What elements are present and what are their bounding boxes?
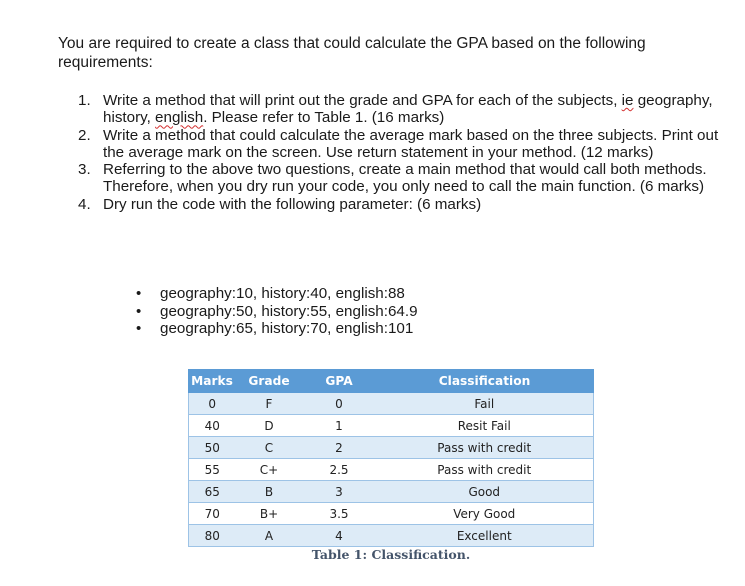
cell-marks: 50 bbox=[189, 437, 236, 459]
cell-classification: Very Good bbox=[376, 503, 594, 525]
table-row bbox=[189, 525, 594, 547]
parameter-text: geography:10, history:40, english:88 bbox=[160, 285, 405, 302]
parameter-text: geography:65, history:70, english:101 bbox=[160, 320, 414, 338]
cell-gpa: 3.5 bbox=[303, 503, 376, 525]
cell-classification: Pass with credit bbox=[376, 459, 594, 481]
cell-marks: 70 bbox=[189, 503, 236, 525]
table-row bbox=[189, 415, 594, 437]
item-number: 1. bbox=[78, 92, 91, 109]
classification-table bbox=[188, 369, 594, 547]
parameter-text: geography:50, history:55, english:64.9 bbox=[160, 302, 418, 320]
item-text: Write a method that will print out the grade and GPA for each of the subjects, bbox=[103, 92, 622, 109]
header-classification: Classification bbox=[376, 370, 594, 393]
cell-marks: 80 bbox=[189, 525, 236, 547]
cell-marks: 55 bbox=[189, 459, 236, 481]
cell-grade: B bbox=[236, 481, 303, 503]
table-header-row bbox=[189, 370, 594, 393]
item-number: 3. bbox=[78, 161, 91, 179]
intro-paragraph: You are required to create a class that could calculate the GPA based on the following requirements: bbox=[58, 35, 646, 71]
cell-marks: 65 bbox=[189, 481, 236, 503]
list-item bbox=[136, 303, 418, 321]
cell-classification: Fail bbox=[376, 393, 594, 415]
item-text: Dry run the code with the following parameter: (6 marks) bbox=[103, 195, 482, 213]
cell-grade: B+ bbox=[236, 503, 303, 525]
table-row bbox=[189, 393, 594, 415]
requirements-list bbox=[78, 92, 728, 213]
header-marks: Marks bbox=[189, 370, 236, 393]
cell-classification: Resit Fail bbox=[376, 415, 594, 437]
cell-gpa: 3 bbox=[303, 481, 376, 503]
table-row bbox=[189, 481, 594, 503]
cell-marks: 40 bbox=[189, 415, 236, 437]
cell-classification: Good bbox=[376, 481, 594, 503]
item-text: Write a method that could calculate the average mark based on the three subjects. Print out the average mark on the screen. Use return statement in your method. (12 marks) bbox=[103, 126, 719, 161]
list-item bbox=[136, 285, 418, 303]
table-caption: Table 1: Classification. bbox=[311, 547, 471, 562]
cell-classification: Excellent bbox=[376, 525, 594, 547]
item-text: Referring to the above two questions, create a main method that would call both methods. Therefore, when you dry run your code, you only need to call the main function. (6 marks) bbox=[103, 161, 707, 196]
cell-grade: F bbox=[236, 393, 303, 415]
cell-gpa: 4 bbox=[303, 525, 376, 547]
cell-gpa: 0 bbox=[303, 393, 376, 415]
cell-grade: A bbox=[236, 525, 303, 547]
cell-gpa: 1 bbox=[303, 415, 376, 437]
spellcheck-flag[interactable]: english bbox=[155, 109, 204, 127]
parameter-list bbox=[136, 285, 418, 338]
list-item bbox=[78, 127, 728, 162]
cell-gpa: 2.5 bbox=[303, 459, 376, 481]
cell-grade: D bbox=[236, 415, 303, 437]
cell-gpa: 2 bbox=[303, 437, 376, 459]
cell-marks: 0 bbox=[189, 393, 236, 415]
item-number: 2. bbox=[78, 126, 91, 144]
cell-grade: C bbox=[236, 437, 303, 459]
list-item bbox=[78, 92, 728, 127]
bullet-icon: • bbox=[136, 302, 142, 320]
cell-grade: C+ bbox=[236, 459, 303, 481]
table-row bbox=[189, 503, 594, 525]
bullet-icon: • bbox=[136, 320, 142, 338]
spellcheck-flag[interactable]: ie bbox=[621, 92, 634, 109]
item-number: 4. bbox=[78, 195, 91, 213]
item-text: . Please refer to Table 1. (16 marks) bbox=[203, 109, 445, 127]
list-item bbox=[78, 196, 728, 213]
bullet-icon: • bbox=[136, 285, 142, 302]
cell-classification: Pass with credit bbox=[376, 437, 594, 459]
list-item bbox=[78, 161, 728, 196]
item-text: geography, history, bbox=[103, 92, 713, 127]
table-row bbox=[189, 459, 594, 481]
table-row bbox=[189, 437, 594, 459]
list-item bbox=[136, 320, 418, 338]
header-gpa: GPA bbox=[303, 370, 376, 393]
header-grade: Grade bbox=[236, 370, 303, 393]
